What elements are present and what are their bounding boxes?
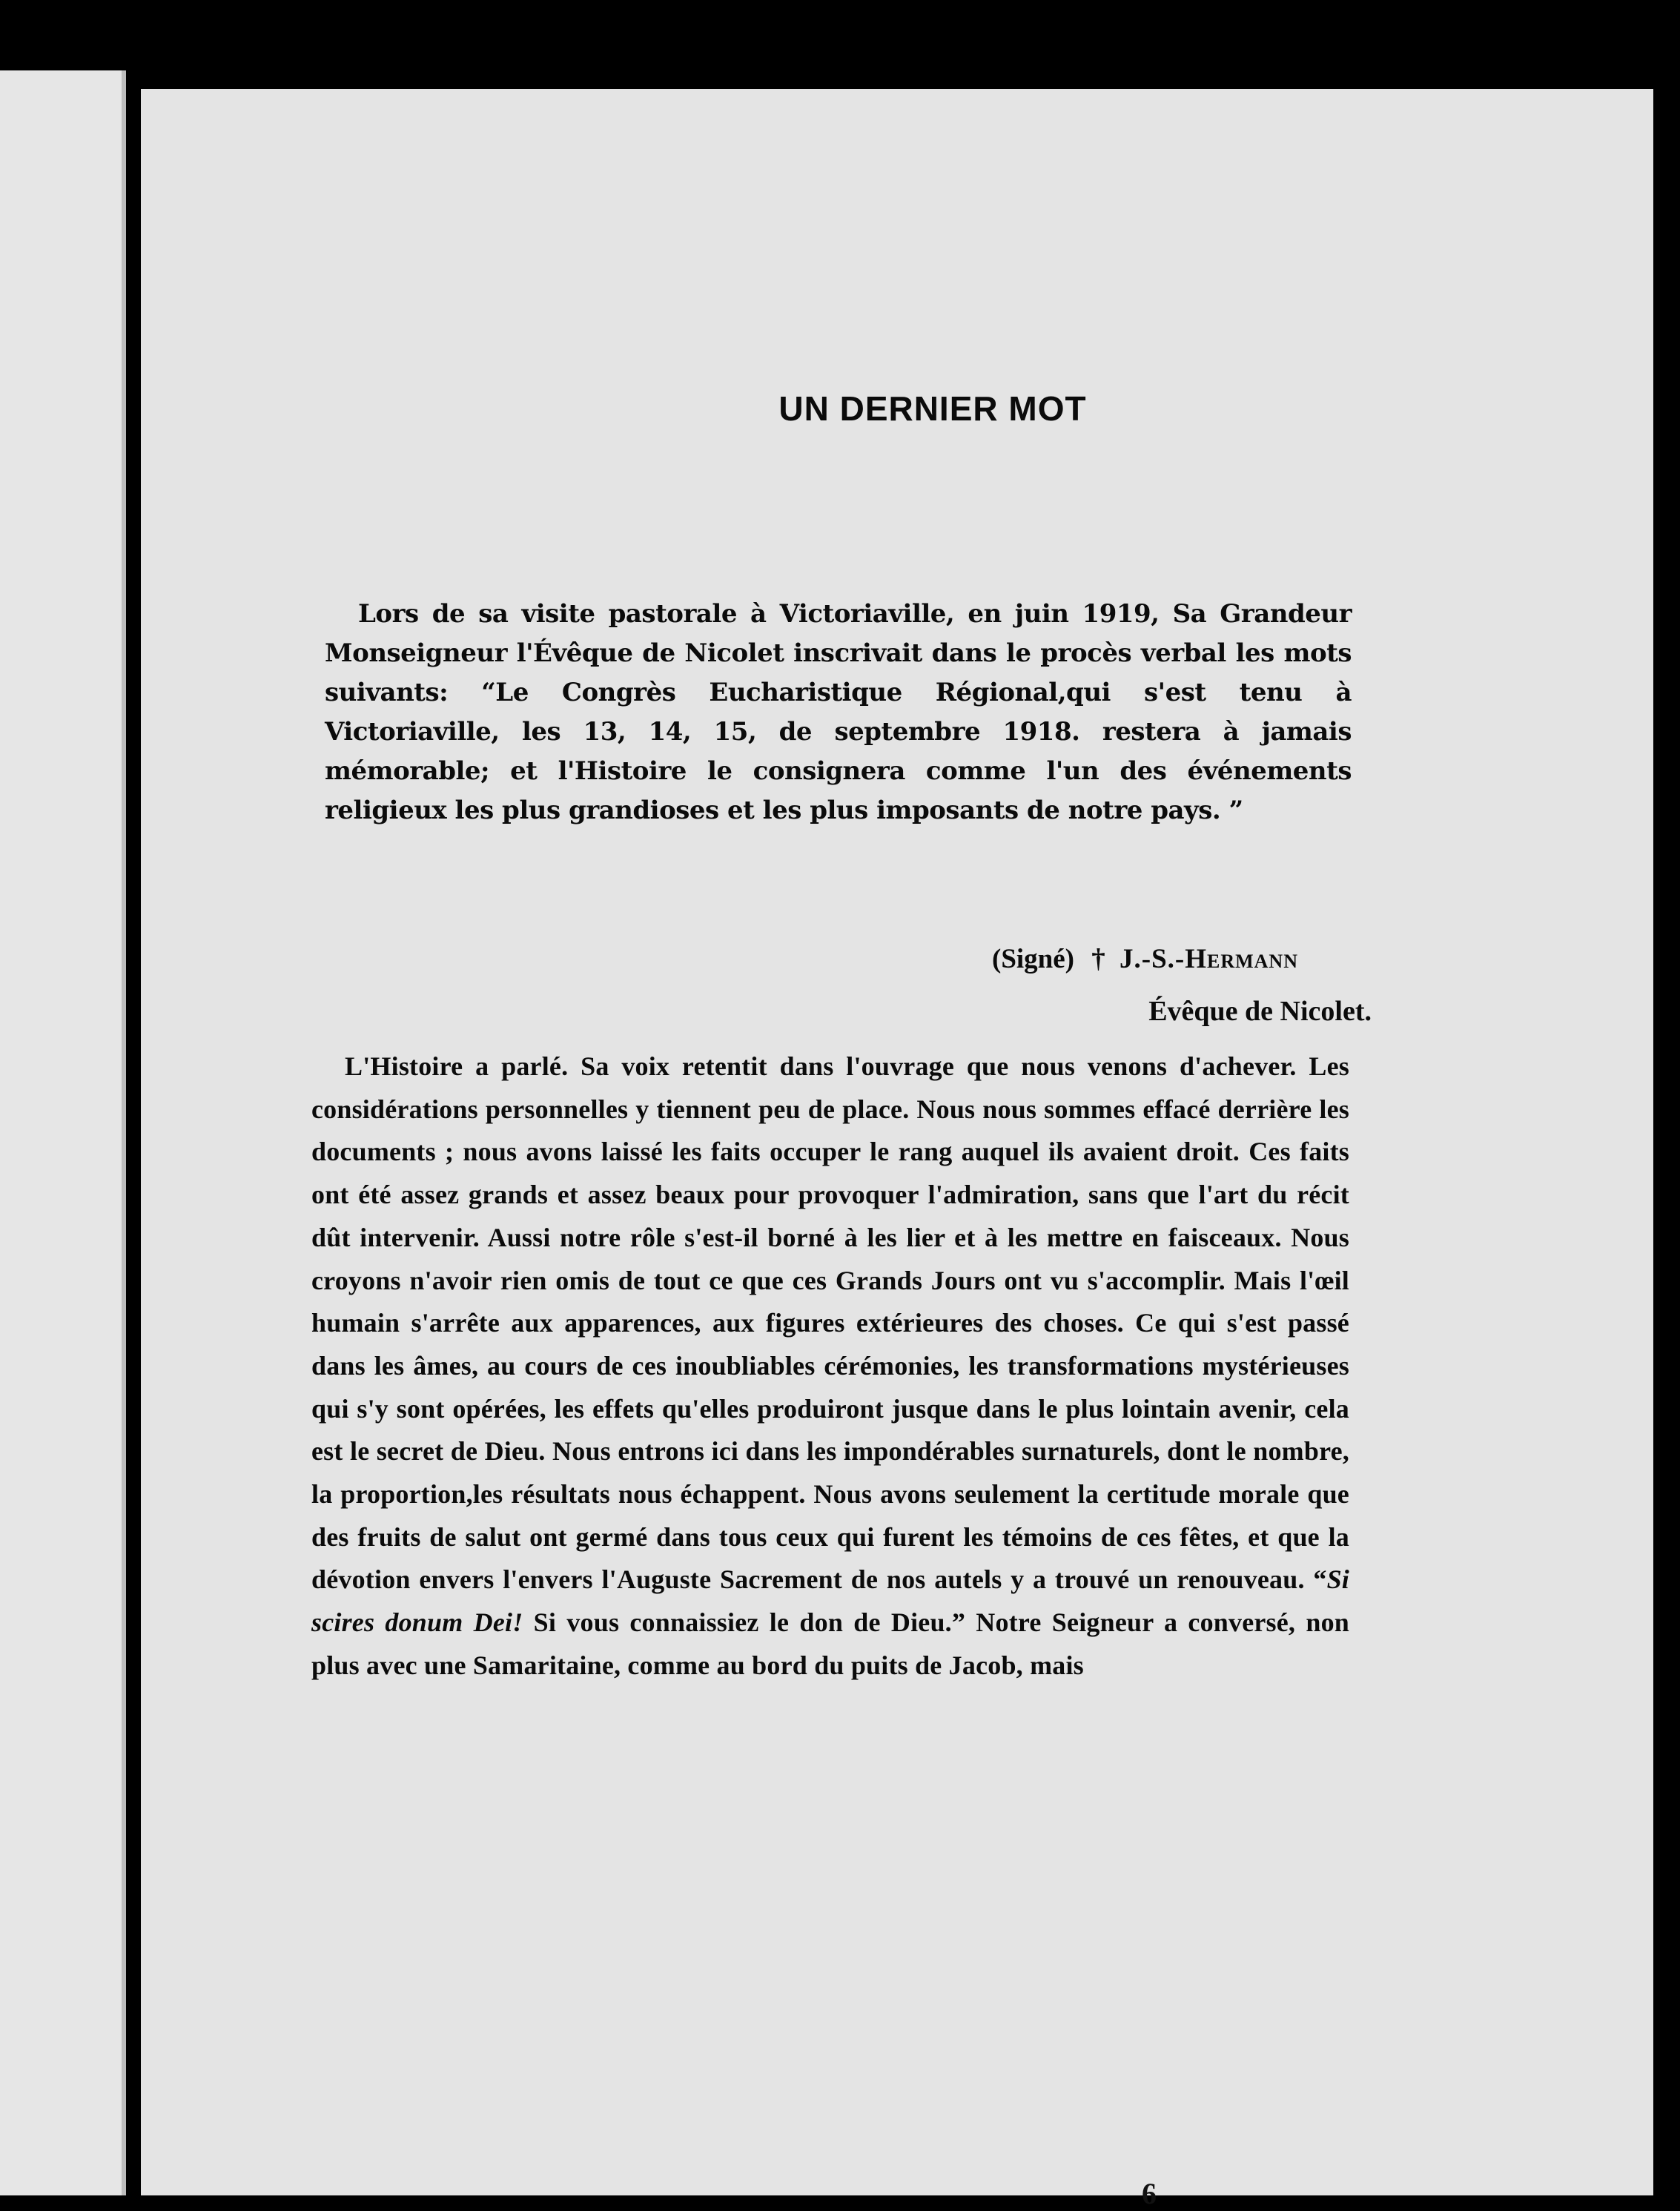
document-page [141,89,1653,2210]
main-text-part2: Si vous connaissiez le don de Dieu.” Notre Seigneur a conversé, non plus avec une Samaritaine, comme au bord du puits de Jacob, mais [311,1607,1349,1680]
signatory-title: Évêque de Nicolet. [1148,996,1372,1027]
adjacent-page-edge [0,70,126,2195]
intro-quote-paragraph: Lors de sa visite pastorale à Victoriaville, en juin 1919, Sa Grandeur Monseigneur l'Évêque de Nicolet inscrivait dans le procès verbal les mots suivants: “Le Congrès Eucharistique Régional,qui s'est tenu à Victoriaville, les 13, 14, 15, de septembre 1918. restera à jamais mémorable; et l'Histoire le consignera comme l'un des événements religieux les plus grandioses et les plus imposants de notre pays. ” [325,599,1352,825]
signature-line [992,943,1298,975]
main-paragraph [311,1045,1349,1688]
signatory-name: J.-S.-Hermann [1120,944,1298,974]
page-title: UN DERNIER MOT [778,389,1087,428]
main-text-part1: L'Histoire a parlé. Sa voix retentit dans l'ouvrage que nous venons d'achever. Les considérations personnelles y tiennent peu de place. Nous nous sommes effacé derrière les documents ; nous avons laissé les faits occuper le rang auquel ils avaient droit. Ces faits ont été assez grands et assez beaux pour provoquer l'admiration, sans que l'art du récit dût intervenir. Aussi notre rôle s'est-il borné à les lier et à les mettre en faisceaux. Nous croyons n'avoir rien omis de tout ce que ces Grands Jours ont vu s'accomplir. Mais l'œil humain s'arrête aux apparences, aux figures extérieures des choses. Ce qui s'est passé dans les âmes, au cours de ces inoubliables cérémonies, les transformations mystérieuses qui s'y sont opérées, les effets qu'elles produiront jusque dans le plus lointain avenir, cela est le secret de Dieu. Nous entrons ici dans les impondérables surnaturels, dont le nombre, la proportion,les résultats nous échappent. Nous avons seulement la certitude morale que des fruits de salut ont germé dans tous ceux qui furent les témoins de ces fêtes, et que la dévotion envers l'envers l'Auguste Sacrement de nos autels y a trouvé un renouveau. “ [311,1051,1349,1595]
page-gutter [122,70,126,2195]
latin-quote: Si scires donum Dei! [311,1564,1349,1638]
cross-symbol: † [1091,944,1105,974]
page-number: 6 [1142,2177,1157,2210]
signed-label: (Signé) [992,944,1074,974]
